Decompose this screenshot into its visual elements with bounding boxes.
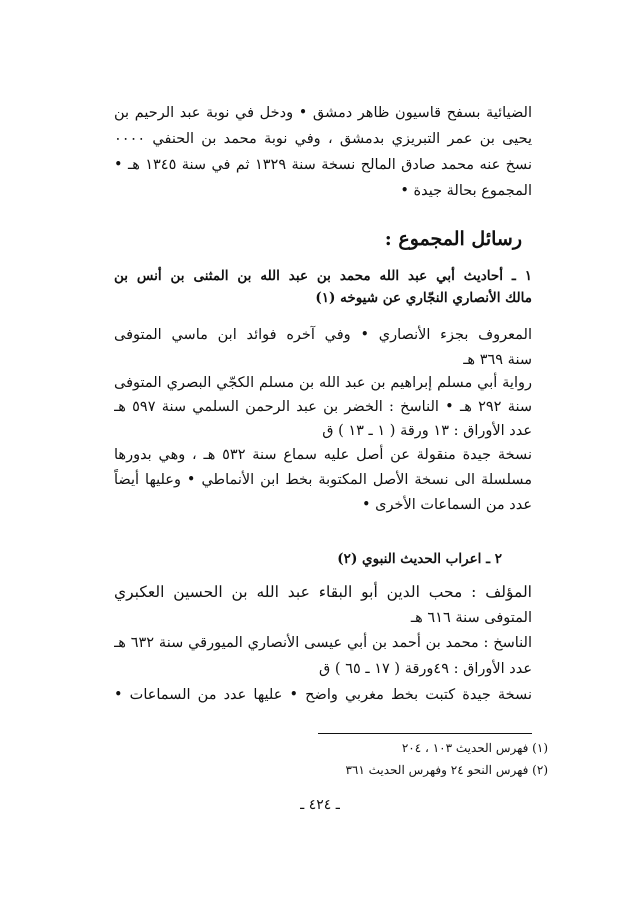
section-heading: رسائل المجموع : [384,228,522,250]
item1-body-line: رواية أبي مسلم إبراهيم بن عبد الله بن مسلم الكجّي البصري المتوفى [114,375,532,391]
footnote: (١) فهرس الحديث ١٠٣ ، ٢٠٤ [401,741,548,755]
item1-body-line: عدد الأوراق : ١٣ ورقة ( ١ ـ ١٣ ) ق [322,423,532,439]
item2-title-wrap [114,547,532,571]
item1-body-line: سنة ٢٩٢ هـ • الناسخ : الخضر بن عبد الرحمن السلمي سنة ٥٩٧ هـ [114,399,532,415]
footnotes [130,737,548,781]
intro-line: يحيى بن عمر التبريزي بدمشق ، وفي نوبة محمد بن الحنفي ٠٠٠٠ [114,131,532,147]
item1-title-line: مالك الأنصاري النجّاري عن شيوخه (١) [315,290,532,306]
item1-title [114,265,532,309]
item2-body-line: الناسخ : محمد بن أحمد بن أبي عيسى الأنصاري الميورقي سنة ٦٣٢ هـ [114,635,532,651]
intro-paragraph [114,100,532,204]
item2-body-line: نسخة جيدة كتبت بخط مغربي واضح • عليها عدد من السماعات • [114,687,532,703]
intro-line: نسخ عنه محمد صادق المالح نسخة سنة ١٣٢٩ ثم في سنة ١٣٤٥ هـ • [114,157,532,173]
item2-title [114,547,532,571]
footnote: (٢) فهرس النحو ٢٤ وفهرس الحديث ٣٦١ [345,763,548,777]
item1-body [114,322,532,518]
item2-body [114,578,532,708]
item1-title-line: ١ ـ أحاديث أبي عبد الله محمد بن عبد الله بن المثنى بن أنس بن [114,268,532,284]
item1-body-line: سنة ٣٦٩ هـ [463,352,532,368]
intro-line: المجموع بحالة جيدة • [400,183,532,199]
item2-body-line: المؤلف : محب الدين أبو البقاء عبد الله بن الحسين العكبري [114,583,532,601]
item1-body-line: عدد من السماعات الأخرى • [361,497,532,513]
item1-body-line: نسخة جيدة منقولة عن أصل عليه سماع سنة ٥٣٢ هـ ، وهي بدورها [114,447,532,463]
item2-body-line: المتوفى سنة ٦١٦ هـ [410,610,532,626]
item1-body-line: مسلسلة الى نسخة الأصل المكتوبة بخط ابن الأنماطي • وعليها أيضاً [114,472,532,488]
item2-title-line: ٢ ـ اعراب الحديث النبوي (٢) [337,551,502,567]
intro-line: الضيائية بسفح قاسيون ظاهر دمشق • ودخل في نوبة عبد الرحيم بن [114,105,532,121]
item2-body-line: عدد الأوراق : ٤٩ورقة ( ١٧ ـ ٦٥ ) ق [319,661,532,677]
page-number: ـ ٤٢٤ ـ [300,797,340,813]
footnote-separator [318,733,532,734]
item1-body-line: المعروف بجزء الأنصاري • وفي آخره فوائد ابن ماسي المتوفى [114,327,532,343]
